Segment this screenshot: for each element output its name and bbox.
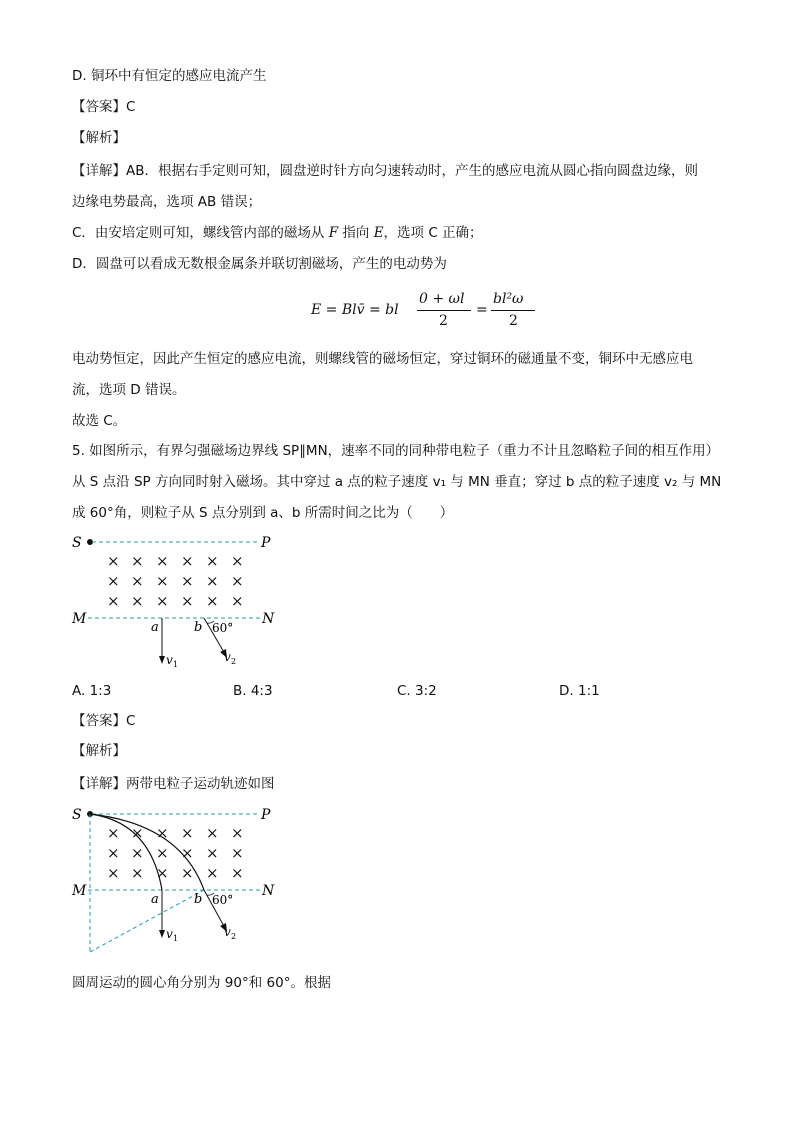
svg-text:×: × (131, 824, 144, 842)
svg-text:P: P (261, 807, 271, 823)
q5-stem-line3: 成 60°角，则粒子从 S 点分别到 a、b 所需时间之比为（ ） (72, 505, 454, 521)
option-a: A. 1:3 (72, 683, 112, 699)
svg-text:×: × (181, 844, 194, 862)
svg-text:×: × (231, 844, 244, 862)
svg-text:×: × (156, 844, 169, 862)
svg-text:×: × (206, 824, 219, 842)
svg-text:60°: 60° (212, 893, 234, 907)
q4-detail-line1: 【详解】AB．根据右手定则可知，圆盘逆时针方向匀速转动时，产生的感应电流从圆心指向圆盘边缘，则 (72, 163, 698, 179)
svg-text:×: × (131, 844, 144, 862)
svg-text:×: × (156, 864, 169, 882)
svg-text:2: 2 (231, 657, 237, 666)
svg-text:×: × (156, 824, 169, 842)
label-p: P (261, 535, 271, 551)
label-a: a (151, 620, 159, 635)
label-v1: v (166, 653, 173, 667)
q4-answer: 【答案】C (72, 99, 136, 115)
svg-text:×: × (181, 572, 194, 590)
svg-text:×: × (131, 572, 144, 590)
svg-text:×: × (131, 592, 144, 610)
q5-answer: 【答案】C (72, 713, 136, 729)
q5-stem-line1: 5. 如图所示，有界匀强磁场边界线 SP∥MN，速率不同的同种带电粒子（重力不计且忽略粒子间的相互作用） (72, 443, 720, 459)
q5-tail: 圆周运动的圆心角分别为 90°和 60°。根据 (72, 975, 331, 991)
svg-text:×: × (107, 824, 120, 842)
svg-text:b: b (194, 892, 203, 907)
svg-text:×: × (231, 592, 244, 610)
svg-text:1: 1 (173, 660, 179, 669)
svg-text:×: × (156, 592, 169, 610)
svg-text:×: × (131, 552, 144, 570)
svg-text:M: M (72, 883, 87, 899)
svg-text:×: × (206, 844, 219, 862)
svg-text:×: × (107, 552, 120, 570)
svg-text:×: × (107, 844, 120, 862)
q4-detail-line2: 边缘电势最高，选项 AB 错误； (72, 194, 262, 210)
magnetic-field-figure (70, 530, 290, 672)
q5-detail: 【详解】两带电粒子运动轨迹如图 (72, 776, 275, 792)
trajectory-figure (70, 802, 290, 958)
option-b: B. 4:3 (233, 683, 273, 699)
svg-text:×: × (231, 824, 244, 842)
q4-conclusion-line2: 流，选项 D 错误。 (72, 382, 186, 398)
q4-detail-d: D．圆盘可以看成无数根金属条并联切割磁场，产生的电动势为 (72, 256, 447, 272)
label-v2: v (224, 650, 231, 664)
svg-text:×: × (206, 592, 219, 610)
svg-text:×: × (156, 552, 169, 570)
svg-text:×: × (107, 572, 120, 590)
svg-text:×: × (206, 552, 219, 570)
svg-text:N: N (262, 883, 275, 899)
svg-text:2: 2 (231, 932, 237, 941)
svg-text:×: × (107, 592, 120, 610)
q4-conclusion-line1: 电动势恒定，因此产生恒定的感应电流，则螺线管的磁场恒定，穿过铜环的磁通量不变，铜环中无感应电 (72, 351, 693, 367)
svg-text:×: × (231, 864, 244, 882)
svg-text:a: a (151, 892, 159, 907)
label-b: b (194, 620, 203, 635)
label-n: N (262, 611, 275, 627)
trajectory-a (90, 814, 162, 890)
svg-text:×: × (181, 592, 194, 610)
label-s: S (72, 535, 82, 551)
q5-stem-line2: 从 S 点沿 SP 方向同时射入磁场。其中穿过 a 点的粒子速度 v₁ 与 MN 垂直；穿过 b 点的粒子速度 v₂ 与 MN (72, 474, 722, 490)
svg-text:×: × (206, 864, 219, 882)
svg-text:v: v (224, 925, 231, 939)
svg-text:×: × (231, 552, 244, 570)
svg-text:×: × (181, 824, 194, 842)
svg-text:×: × (131, 864, 144, 882)
svg-text:S: S (72, 807, 82, 823)
field-crosses (107, 552, 244, 610)
svg-text:×: × (206, 572, 219, 590)
svg-text:×: × (107, 864, 120, 882)
q4-detail-c: C．由安培定则可知，螺线管内部的磁场从 F 指向 E，选项 C 正确； (72, 225, 483, 241)
svg-text:×: × (181, 864, 194, 882)
option-d: D. 1:1 (559, 683, 600, 699)
svg-text:×: × (231, 572, 244, 590)
label-angle: 60° (212, 621, 234, 635)
svg-text:v: v (166, 927, 173, 941)
option-c: C. 3:2 (397, 683, 437, 699)
q4-choose: 故选 C。 (72, 413, 127, 429)
q4-analysis-title: 【解析】 (72, 130, 126, 146)
svg-text:×: × (181, 552, 194, 570)
svg-text:1: 1 (173, 934, 179, 943)
label-m: M (72, 611, 87, 627)
q5-analysis-title: 【解析】 (72, 743, 126, 759)
svg-text:×: × (156, 572, 169, 590)
q4-option-d: D. 铜环中有恒定的感应电流产生 (72, 68, 267, 84)
